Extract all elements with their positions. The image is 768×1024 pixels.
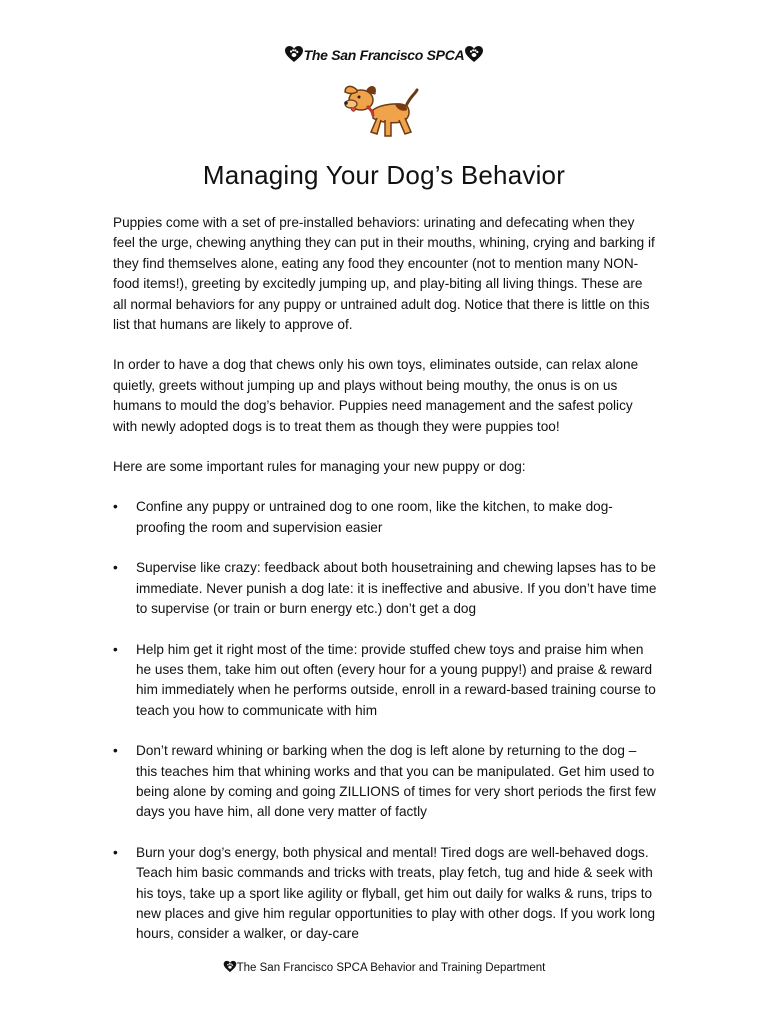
page-title: Managing Your Dog’s Behavior bbox=[202, 160, 566, 190]
article-body bbox=[113, 213, 658, 965]
list-item bbox=[113, 843, 658, 945]
bullet-icon: • bbox=[113, 560, 118, 576]
org-name: The San Francisco SPCA bbox=[303, 47, 465, 63]
list-item bbox=[113, 640, 658, 722]
bullet-icon: • bbox=[113, 499, 118, 515]
rule-text: Supervise like crazy: feedback about both housetraining and chewing lapses has to be immediate. Never punish a dog late: it is ineffective and abusive. If you don’t have time to supervise (or train or burn energy etc.) don’t get a dog bbox=[136, 560, 657, 617]
list-item bbox=[113, 558, 658, 619]
bullet-icon: • bbox=[113, 641, 118, 657]
bullet-icon: • bbox=[113, 844, 118, 860]
page-footer bbox=[0, 960, 768, 974]
list-item bbox=[113, 741, 658, 823]
heart-paw-icon bbox=[284, 45, 304, 63]
rule-text: Confine any puppy or untrained dog to one room, like the kitchen, to make dog-proofing the room and supervision easier bbox=[136, 499, 613, 535]
footer-text: The San Francisco SPCA Behavior and Training Department bbox=[236, 962, 546, 974]
onus-paragraph: In order to have a dog that chews only his own toys, eliminates outside, can relax alone quietly, greets without jumping up and plays without being mouthy, the onus is on us humans to mould the dog’s behavior. Puppies need management and the safest policy with newly adopted dogs is to treat them as though they were puppies too! bbox=[113, 357, 639, 434]
org-header bbox=[0, 45, 768, 63]
rule-text: Burn your dog’s energy, both physical and mental! Tired dogs are well-behaved dogs. Teach him basic commands and tricks with treats, play fetch, tug and hide & seek with his toys, take up a sport like agility or flyball, get him out daily for walks & runs, trips to new places and give him regular opportunities to play with other dogs. If you work long hours, consider a walker, or day-care bbox=[136, 844, 656, 942]
list-item bbox=[113, 497, 658, 538]
rule-text: Don’t reward whining or barking when the dog is left alone by returning to the dog – this teaches him that whining works and that you can be manipulated. Get him used to being alone by coming and going ZILLIONS of times for very short periods the first few days you have him, all done very matter of factly bbox=[136, 743, 656, 820]
bullet-icon: • bbox=[113, 743, 118, 759]
heart-paw-icon bbox=[464, 45, 484, 63]
rules-list bbox=[113, 497, 658, 944]
intro-paragraph: Puppies come with a set of pre-installed behaviors: urinating and defecating when they feel the urge, chewing anything they can put in their mouths, whining, crying and barking if they find themselves alone, eating any food they encounter (not to mention many NON-food items!), greeting by excitedly jumping up, and play-biting all living things. These are all normal behaviors for any puppy or untrained adult dog. Notice that there is little on this list that humans are likely to approve of. bbox=[113, 215, 655, 333]
dog-illustration bbox=[337, 82, 419, 140]
rule-text: Help him get it right most of the time: provide stuffed chew toys and praise him when he uses them, take him out often (every hour for a young puppy!) and praise & reward him immediately when he performs outside, enroll in a reward-based training course to teach you how to communicate with him bbox=[136, 641, 656, 718]
rules-intro: Here are some important rules for managing your new puppy or dog: bbox=[113, 459, 526, 475]
heart-paw-icon bbox=[223, 960, 237, 973]
